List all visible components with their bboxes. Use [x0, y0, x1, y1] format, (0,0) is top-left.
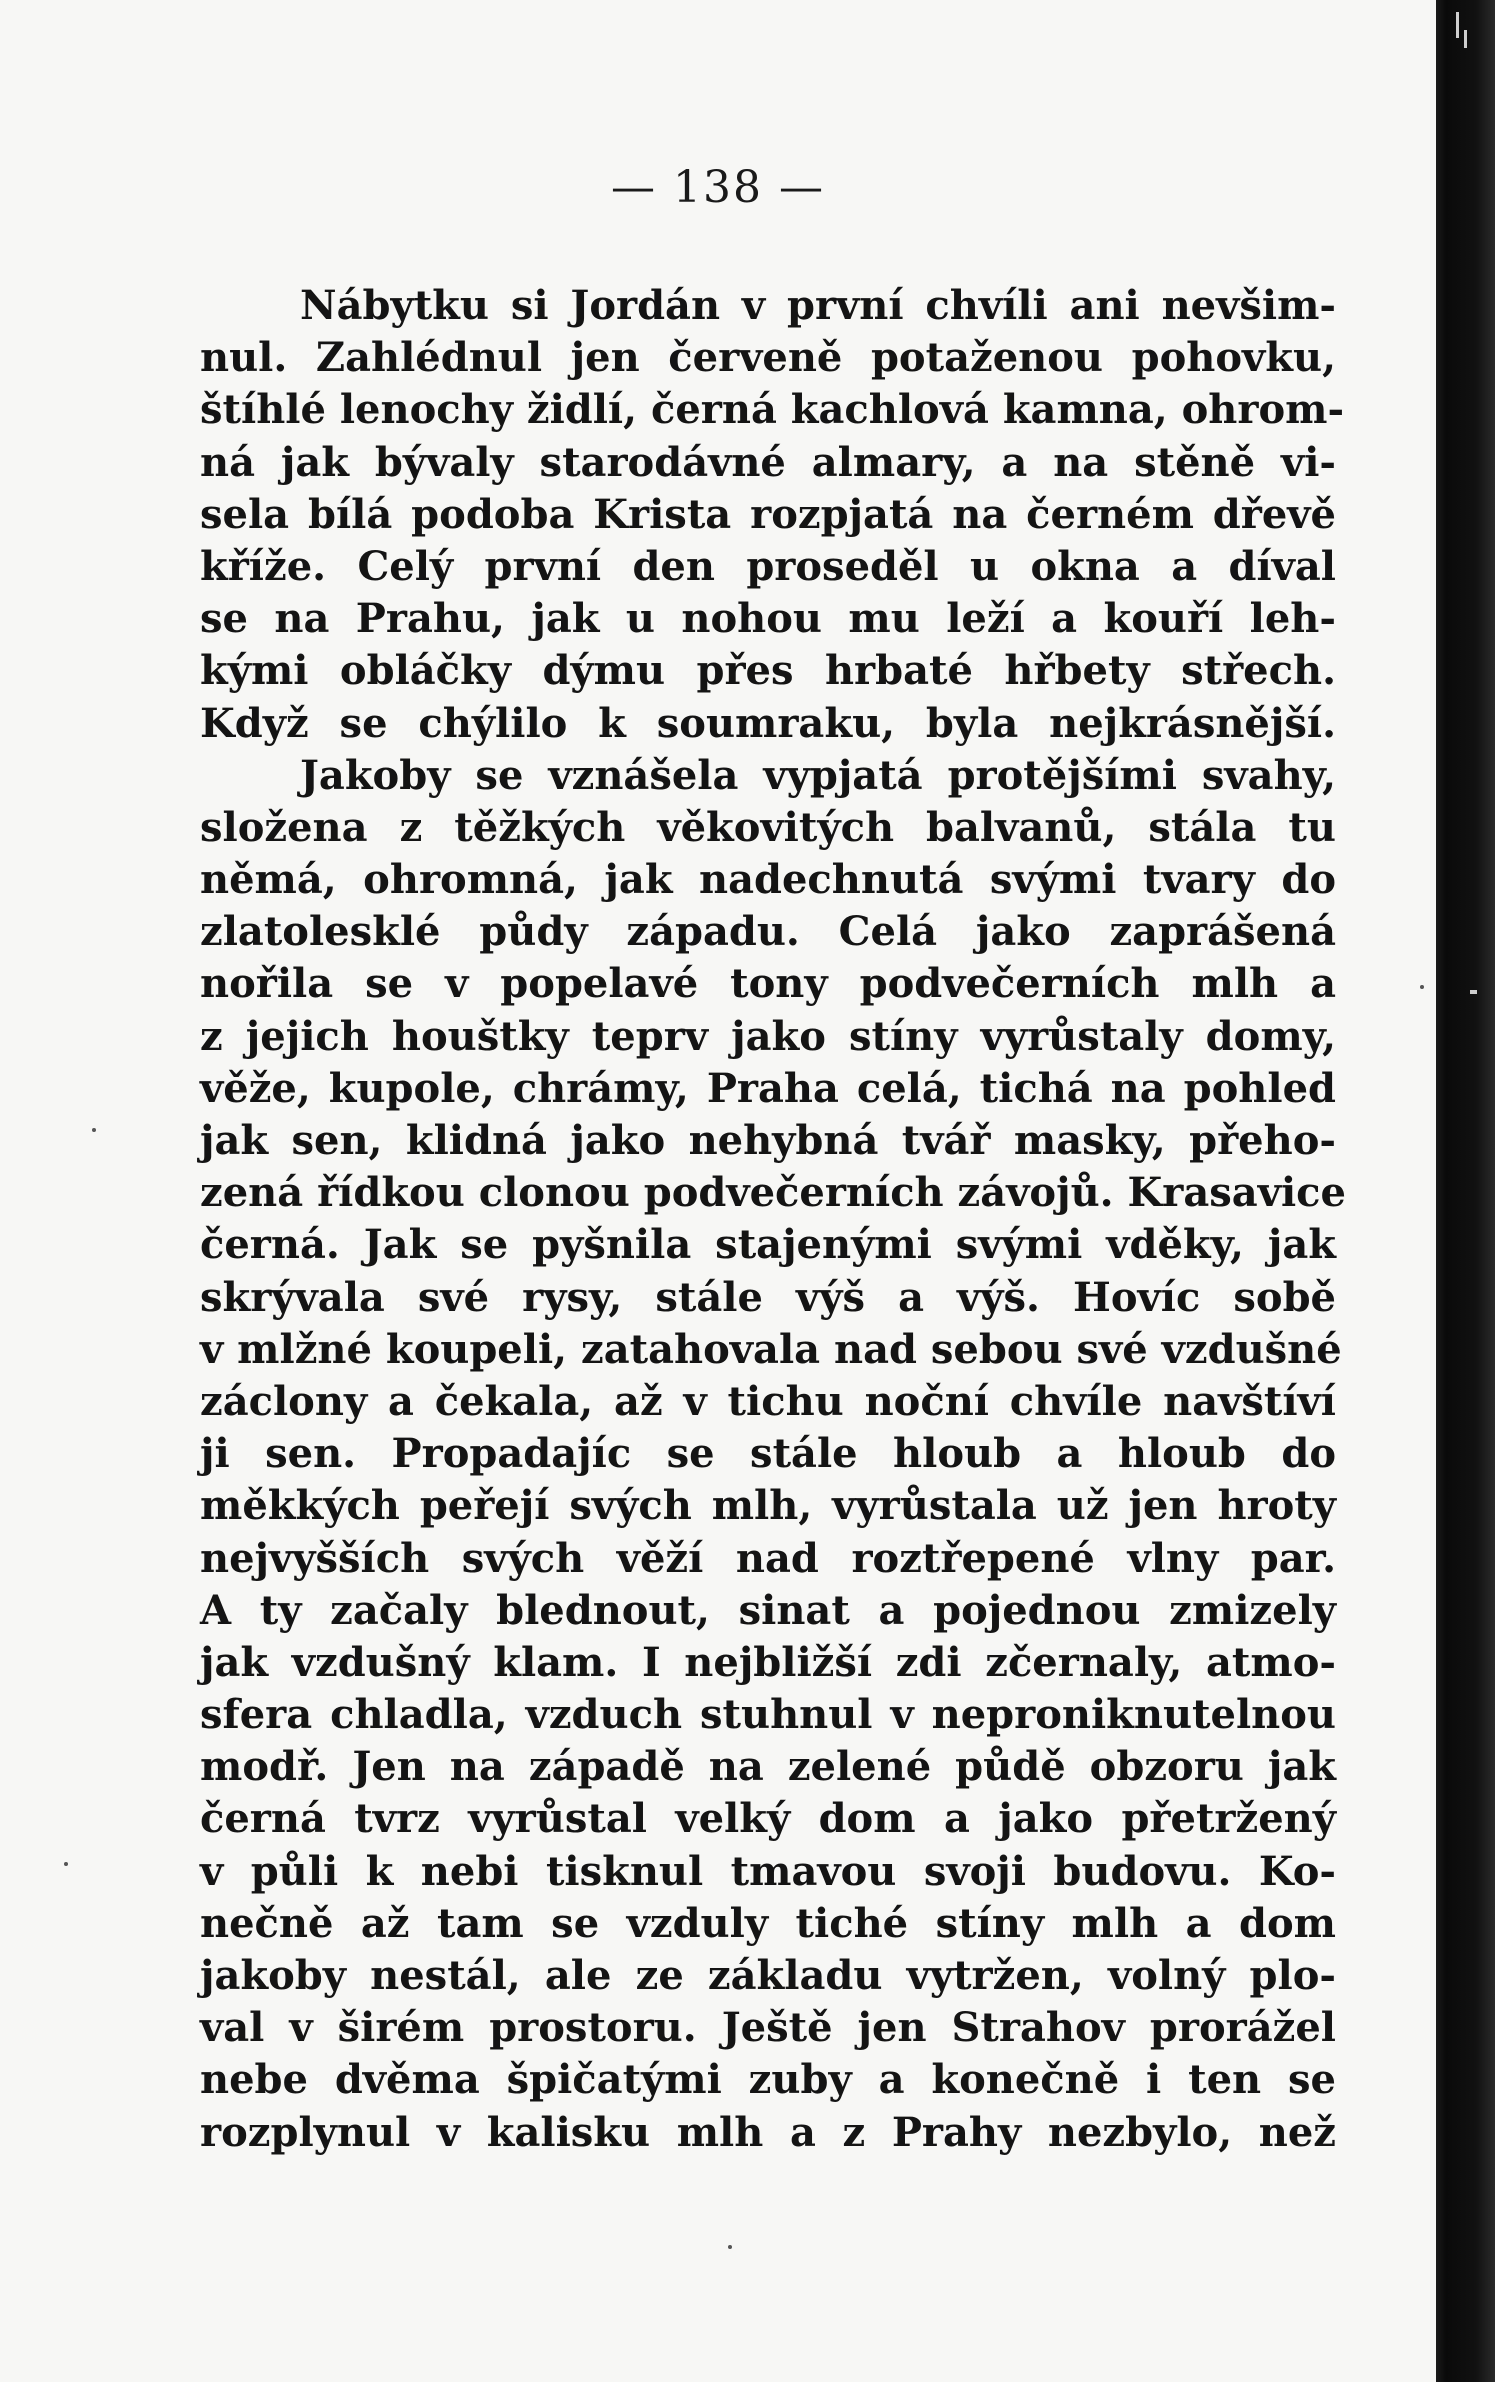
text-line: nořila se v popelavé tony podvečerních mlh a	[200, 960, 1336, 1008]
text-line: rozplynul v kalisku mlh a z Prahy nezbylo, než	[200, 2108, 1336, 2156]
text-line: zlatolesklé půdy západu. Celá jako zaprášená	[200, 908, 1336, 956]
text-line: nečně až tam se vzduly tiché stíny mlh a dom	[200, 1899, 1336, 1947]
text-line: kými obláčky dýmu přes hrbaté hřbety střech.	[200, 647, 1336, 695]
text-line: sfera chladla, vzduch stuhnul v neproniknutelnou	[200, 1691, 1336, 1739]
text-line: A ty začaly blednout, sinat a pojednou zmizely	[200, 1586, 1336, 1634]
text-line: nejvyšších svých věží nad roztřepené vlny par.	[200, 1534, 1336, 1582]
text-line: v mlžné koupeli, zatahovala nad sebou své vzdušné	[200, 1325, 1342, 1373]
text-line: jakoby nestál, ale ze základu vytržen, volný plo-	[200, 1952, 1336, 1999]
text-line: Když se chýlilo k soumraku, byla nejkrásnější.	[200, 699, 1336, 747]
text-line: val v širém prostoru. Ještě jen Strahov prorážel	[200, 2004, 1336, 2052]
text-line: ji sen. Propadajíc se stále hloub a hloub do	[200, 1430, 1336, 1478]
edge-mark	[1456, 12, 1459, 38]
text-line: zená řídkou clonou podvečerních závojů. Krasavice	[200, 1169, 1346, 1217]
scan-speck	[728, 2245, 732, 2249]
text-line: z jejich houštky teprv jako stíny vyrůstaly domy,	[200, 1012, 1336, 1060]
scan-speck	[64, 1862, 68, 1866]
text-line: měkkých peřejí svých mlh, vyrůstala už jen hroty	[200, 1482, 1336, 1530]
text-line: složena z těžkých věkovitých balvanů, stála tu	[200, 803, 1336, 851]
text-line: se na Prahu, jak u nohou mu leží a kouří leh-	[200, 595, 1336, 643]
text-line: věže, kupole, chrámy, Praha celá, tichá na pohled	[200, 1064, 1336, 1112]
text-line: němá, ohromná, jak nadechnutá svými tvary do	[200, 856, 1336, 904]
text-line: jak vzdušný klam. I nejbližší zdi zčernaly, atmo-	[200, 1638, 1336, 1686]
text-line: skrývala své rysy, stále výš a výš. Hovíc sobě	[200, 1273, 1336, 1321]
text-line: jak sen, klidná jako nehybná tvář masky, přeho-	[200, 1117, 1336, 1164]
text-line: štíhlé lenochy židlí, černá kachlová kamna, ohrom-	[200, 386, 1345, 434]
text-line: černá tvrz vyrůstal velký dom a jako přetržený	[200, 1795, 1336, 1843]
text-line: Jakoby se vznášela vypjatá protějšími svahy,	[300, 751, 1336, 799]
text-line: sela bílá podoba Krista rozpjatá na černém dřevě	[200, 490, 1336, 538]
text-line: nebe dvěma špičatými zuby a konečně i ten se	[200, 2056, 1336, 2104]
scan-border-edge	[1436, 0, 1495, 2382]
edge-mark	[1470, 990, 1477, 994]
text-line: v půli k nebi tisknul tmavou svoji budovu. Ko-	[200, 1847, 1336, 1895]
text-line: ná jak bývaly starodávné almary, a na stěně vi-	[200, 438, 1336, 486]
text-line: černá. Jak se pyšnila stajenými svými vděky, jak	[200, 1221, 1336, 1269]
text-line: modř. Jen na západě na zelené půdě obzoru jak	[200, 1743, 1336, 1791]
scan-speck	[92, 1128, 96, 1132]
edge-mark	[1464, 30, 1467, 48]
text-line: nul. Zahlédnul jen červeně potaženou pohovku,	[200, 334, 1336, 382]
body-text	[200, 280, 1346, 2159]
scan-speck	[1420, 985, 1424, 989]
text-line: záclony a čekala, až v tichu noční chvíle navštíví	[200, 1377, 1336, 1425]
text-line: Nábytku si Jordán v první chvíli ani nevšim-	[300, 282, 1336, 329]
text-line: kříže. Celý první den proseděl u okna a díval	[200, 542, 1336, 590]
page-number: — 138 —	[611, 162, 825, 213]
